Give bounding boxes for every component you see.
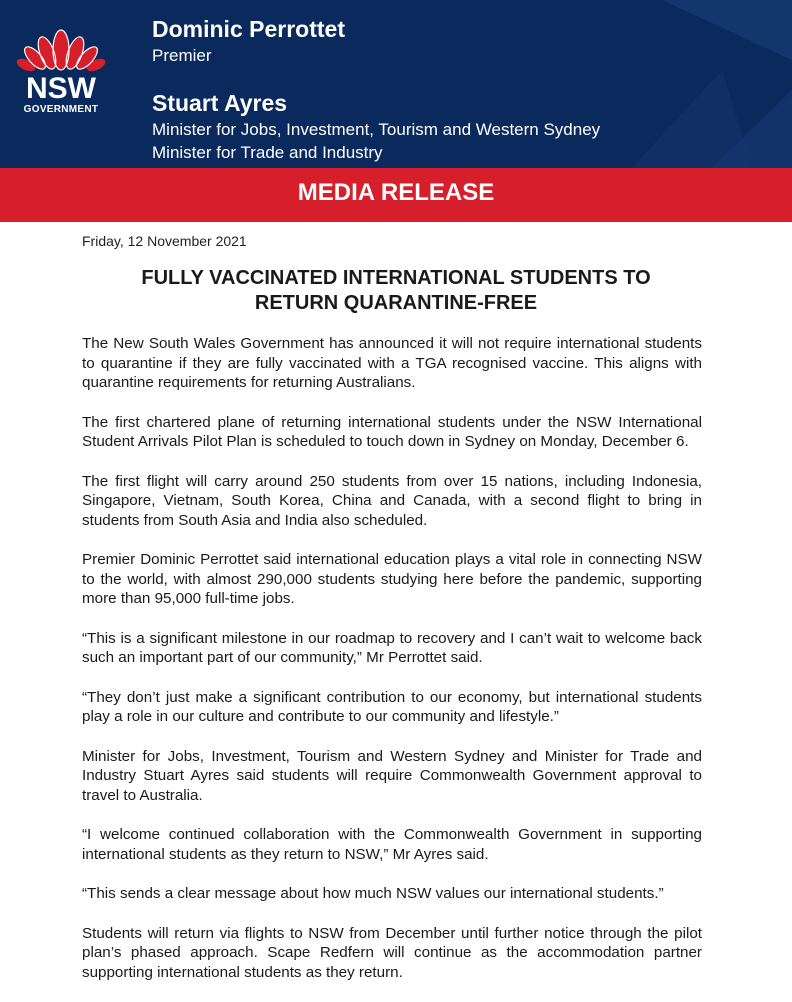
title-line: RETURN QUARANTINE-FREE (254, 292, 538, 314)
body-paragraph: The New South Wales Government has announced it will not require international students to quarantine if they are fully vaccinated with a TGA recognised vaccine. This aligns with quarantine requirements for returning Australians. (82, 335, 702, 391)
release-date: Friday, 12 November 2021 (82, 233, 247, 249)
letterhead (0, 0, 792, 168)
release-body (82, 334, 702, 1002)
media-release-banner: MEDIA RELEASE (0, 168, 792, 222)
body-paragraph: Minister for Jobs, Investment, Tourism and Western Sydney and Minister for Trade and Industry Stuart Ayres said students will require Commonwealth Government approval to travel to Australia. (82, 747, 702, 804)
minister-role: Minister for Jobs, Investment, Tourism and Western Sydney (152, 120, 601, 139)
logo-wordmark: NSW (26, 72, 96, 105)
logo-subtitle: GOVERNMENT (23, 104, 99, 115)
minister-premier (152, 14, 345, 67)
body-paragraph: The first chartered plane of returning international students under the NSW International Student Arrivals Pilot Plan is scheduled to touch down in Sydney on Monday, December 6. (82, 413, 702, 450)
body-paragraph: The first flight will carry around 250 students from over 15 nations, including Indonesia, Singapore, Vietnam, South Korea, China and Canada, with a second flight to bring in students from South Asia and India also scheduled. (82, 472, 702, 529)
waratah-icon (14, 20, 108, 76)
title-line: FULLY VACCINATED INTERNATIONAL STUDENTS TO (141, 267, 651, 289)
decorative-pattern (592, 0, 792, 168)
minister-role: Premier (152, 46, 212, 65)
release-title (60, 266, 732, 316)
body-paragraph: Students will return via flights to NSW from December until further notice through the pilot plan’s phased approach. Scape Redfern will continue as the accommodation partner supporting international students as they return. (82, 924, 702, 981)
nsw-government-logo (14, 20, 108, 120)
minister-jobs-trade (152, 88, 600, 164)
body-paragraph: “I welcome continued collaboration with the Commonwealth Government in supporting international students as they return to NSW,” Mr Ayres said. (82, 826, 702, 863)
minister-name: Dominic Perrottet (152, 16, 345, 42)
body-paragraph: Premier Dominic Perrottet said international education plays a vital role in connecting NSW to the world, with almost 290,000 students studying here before the pandemic, supporting more than 95,000 full-time jobs. (82, 551, 702, 607)
body-paragraph: “They don’t just make a significant contribution to our economy, but international students play a role in our culture and contribute to our community and lifestyle.” (82, 688, 702, 725)
minister-name: Stuart Ayres (152, 90, 288, 116)
body-paragraph: “This sends a clear message about how much NSW values our international students.” (82, 885, 664, 902)
minister-role: Minister for Trade and Industry (152, 143, 383, 162)
body-paragraph: “This is a significant milestone in our roadmap to recovery and I can’t wait to welcome back such an important part of our community,” Mr Perrottet said. (82, 629, 702, 666)
